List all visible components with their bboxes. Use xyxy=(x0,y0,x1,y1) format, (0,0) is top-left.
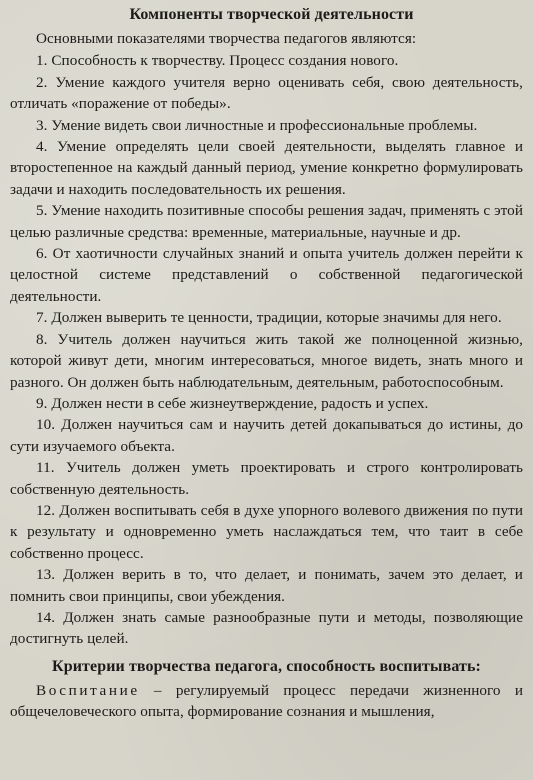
definition-text: – регулируемый процесс передачи жизненного и общечеловеческого опыта, формирование сознания и мышления, xyxy=(10,681,523,721)
definition-paragraph xyxy=(10,680,523,723)
spaced-term: Воспитание xyxy=(36,681,140,699)
section-heading-criteria: Критерии творчества педагога, способность воспитывать: xyxy=(52,657,481,675)
list-item-7: 7. Должен выверить те ценности, традиции, которые значимы для него. xyxy=(36,309,502,327)
list-item-10: 10. Должен научиться сам и научить детей докапываться до истины, до сути изучаемого объекта. xyxy=(10,416,523,455)
list-item-9: 9. Должен нести в себе жизнеутверждение, радость и успех. xyxy=(36,394,429,412)
list-item-4: 4. Умение определять цели своей деятельности, выделять главное и второстепенное на каждый данный период, умение конкретно формулировать задачи и находить последовательность их решения. xyxy=(10,138,523,198)
section-heading-components: Компоненты творческой деятельности xyxy=(129,6,414,23)
list-item-8: 8. Учитель должен научиться жить такой же полноценной жизнью, которой живут дети, многим интересоваться, многое видеть, знать много и разного. Он должен быть наблюдательным, деятельным, работоспособным. xyxy=(10,330,523,391)
list-item-6: 6. От хаотичности случайных знаний и опыта учитель должен перейти к целостной системе представлений о собственной педагогической деятельности. xyxy=(10,245,523,305)
list-item-12: 12. Должен воспитывать себя в духе упорного волевого движения по пути к результату и одновременно уметь наслаждаться тем, что таит в себе собственно процесс. xyxy=(10,501,523,562)
list-item-14: 14. Должен знать самые разнообразные пути и методы, позволяющие достигнуть целей. xyxy=(10,608,523,648)
list-item-11: 11. Учитель должен уметь проектировать и строго контролировать собственную деятельность. xyxy=(10,459,523,498)
list-item-13: 13. Должен верить в то, что делает, и понимать, зачем это делает, и помнить свои принципы, свои убеждения. xyxy=(10,566,523,605)
intro-paragraph: Основными показателями творчества педагогов являются: xyxy=(36,30,417,47)
list-item-1: 1. Способность к творчеству. Процесс создания нового. xyxy=(36,52,399,70)
list-item-2: 2. Умение каждого учителя верно оценивать себя, свою деятельность, отличать «поражение от победы». xyxy=(10,73,523,113)
list-item-3: 3. Умение видеть свои личностные и профессиональные проблемы. xyxy=(36,116,478,134)
list-item-5: 5. Умение находить позитивные способы решения задач, применять с этой целью различные средства: временные, материальные, научные и др. xyxy=(10,202,523,241)
